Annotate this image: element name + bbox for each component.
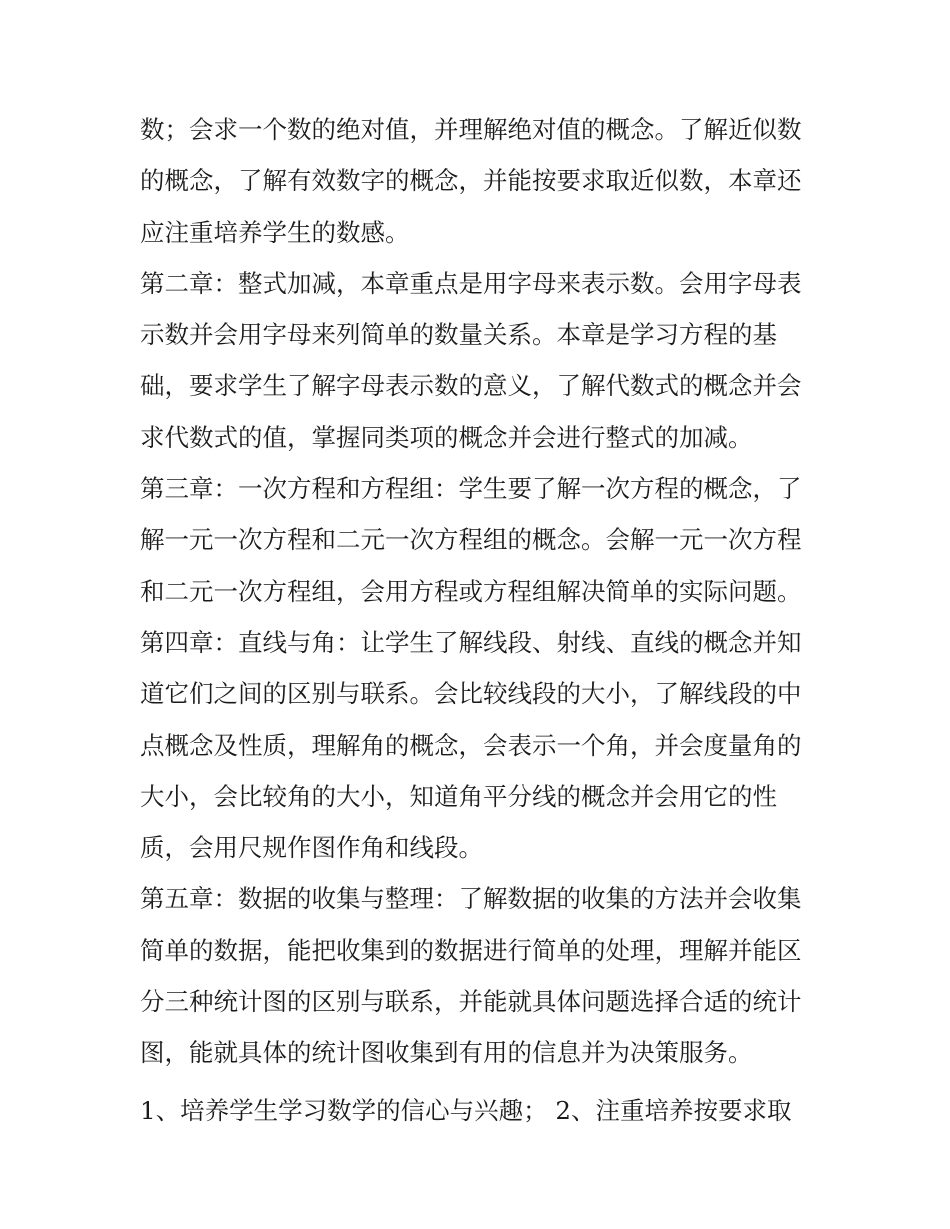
text-line: 分三种统计图的区别与联系，并能就具体问题选择合适的统计 [140, 987, 802, 1017]
text-line: 图，能就具体的统计图收集到有用的信息并为决策服务。 [140, 1038, 753, 1068]
text-line: 第三章：一次方程和方程组：学生要了解一次方程的概念，了 [140, 474, 802, 504]
text-line: 和二元一次方程组，会用方程或方程组解决简单的实际问题。 [140, 576, 802, 606]
text-line: 质，会用尺规作图作角和线段。 [140, 833, 483, 863]
document-body [140, 104, 820, 1136]
text-line: 解一元一次方程和二元一次方程组的概念。会解一元一次方程 [140, 525, 802, 555]
text-line: 的概念，了解有效数字的概念，并能按要求取近似数，本章还 [140, 166, 802, 196]
text-line: 大小，会比较角的大小，知道角平分线的概念并会用它的性 [140, 781, 777, 811]
text-line: 第二章：整式加减，本章重点是用字母来表示数。会用字母表 [140, 268, 802, 298]
text-line: 点概念及性质，理解角的概念，会表示一个角，并会度量角的 [140, 730, 802, 760]
text-line: 础，要求学生了解字母表示数的意义，了解代数式的概念并会 [140, 371, 802, 401]
text-line: 示数并会用字母来列简单的数量关系。本章是学习方程的基 [140, 320, 777, 350]
text-line: 应注重培养学生的数感。 [140, 217, 410, 247]
text-line: 第四章：直线与角：让学生了解线段、射线、直线的概念并知 [140, 627, 802, 657]
text-line: 第五章：数据的收集与整理：了解数据的收集的方法并会收集 [140, 884, 802, 914]
text-line: 简单的数据，能把收集到的数据进行简单的处理，理解并能区 [140, 935, 802, 965]
text-line: 1、培养学生学习数学的信心与兴趣； 2、注重培养按要求取 [140, 1095, 792, 1125]
text-line: 求代数式的值，掌握同类项的概念并会进行整式的加减。 [140, 422, 753, 452]
text-line: 道它们之间的区别与联系。会比较线段的大小，了解线段的中 [140, 679, 802, 709]
text-line: 数；会求一个数的绝对值，并理解绝对值的概念。了解近似数 [140, 115, 802, 144]
